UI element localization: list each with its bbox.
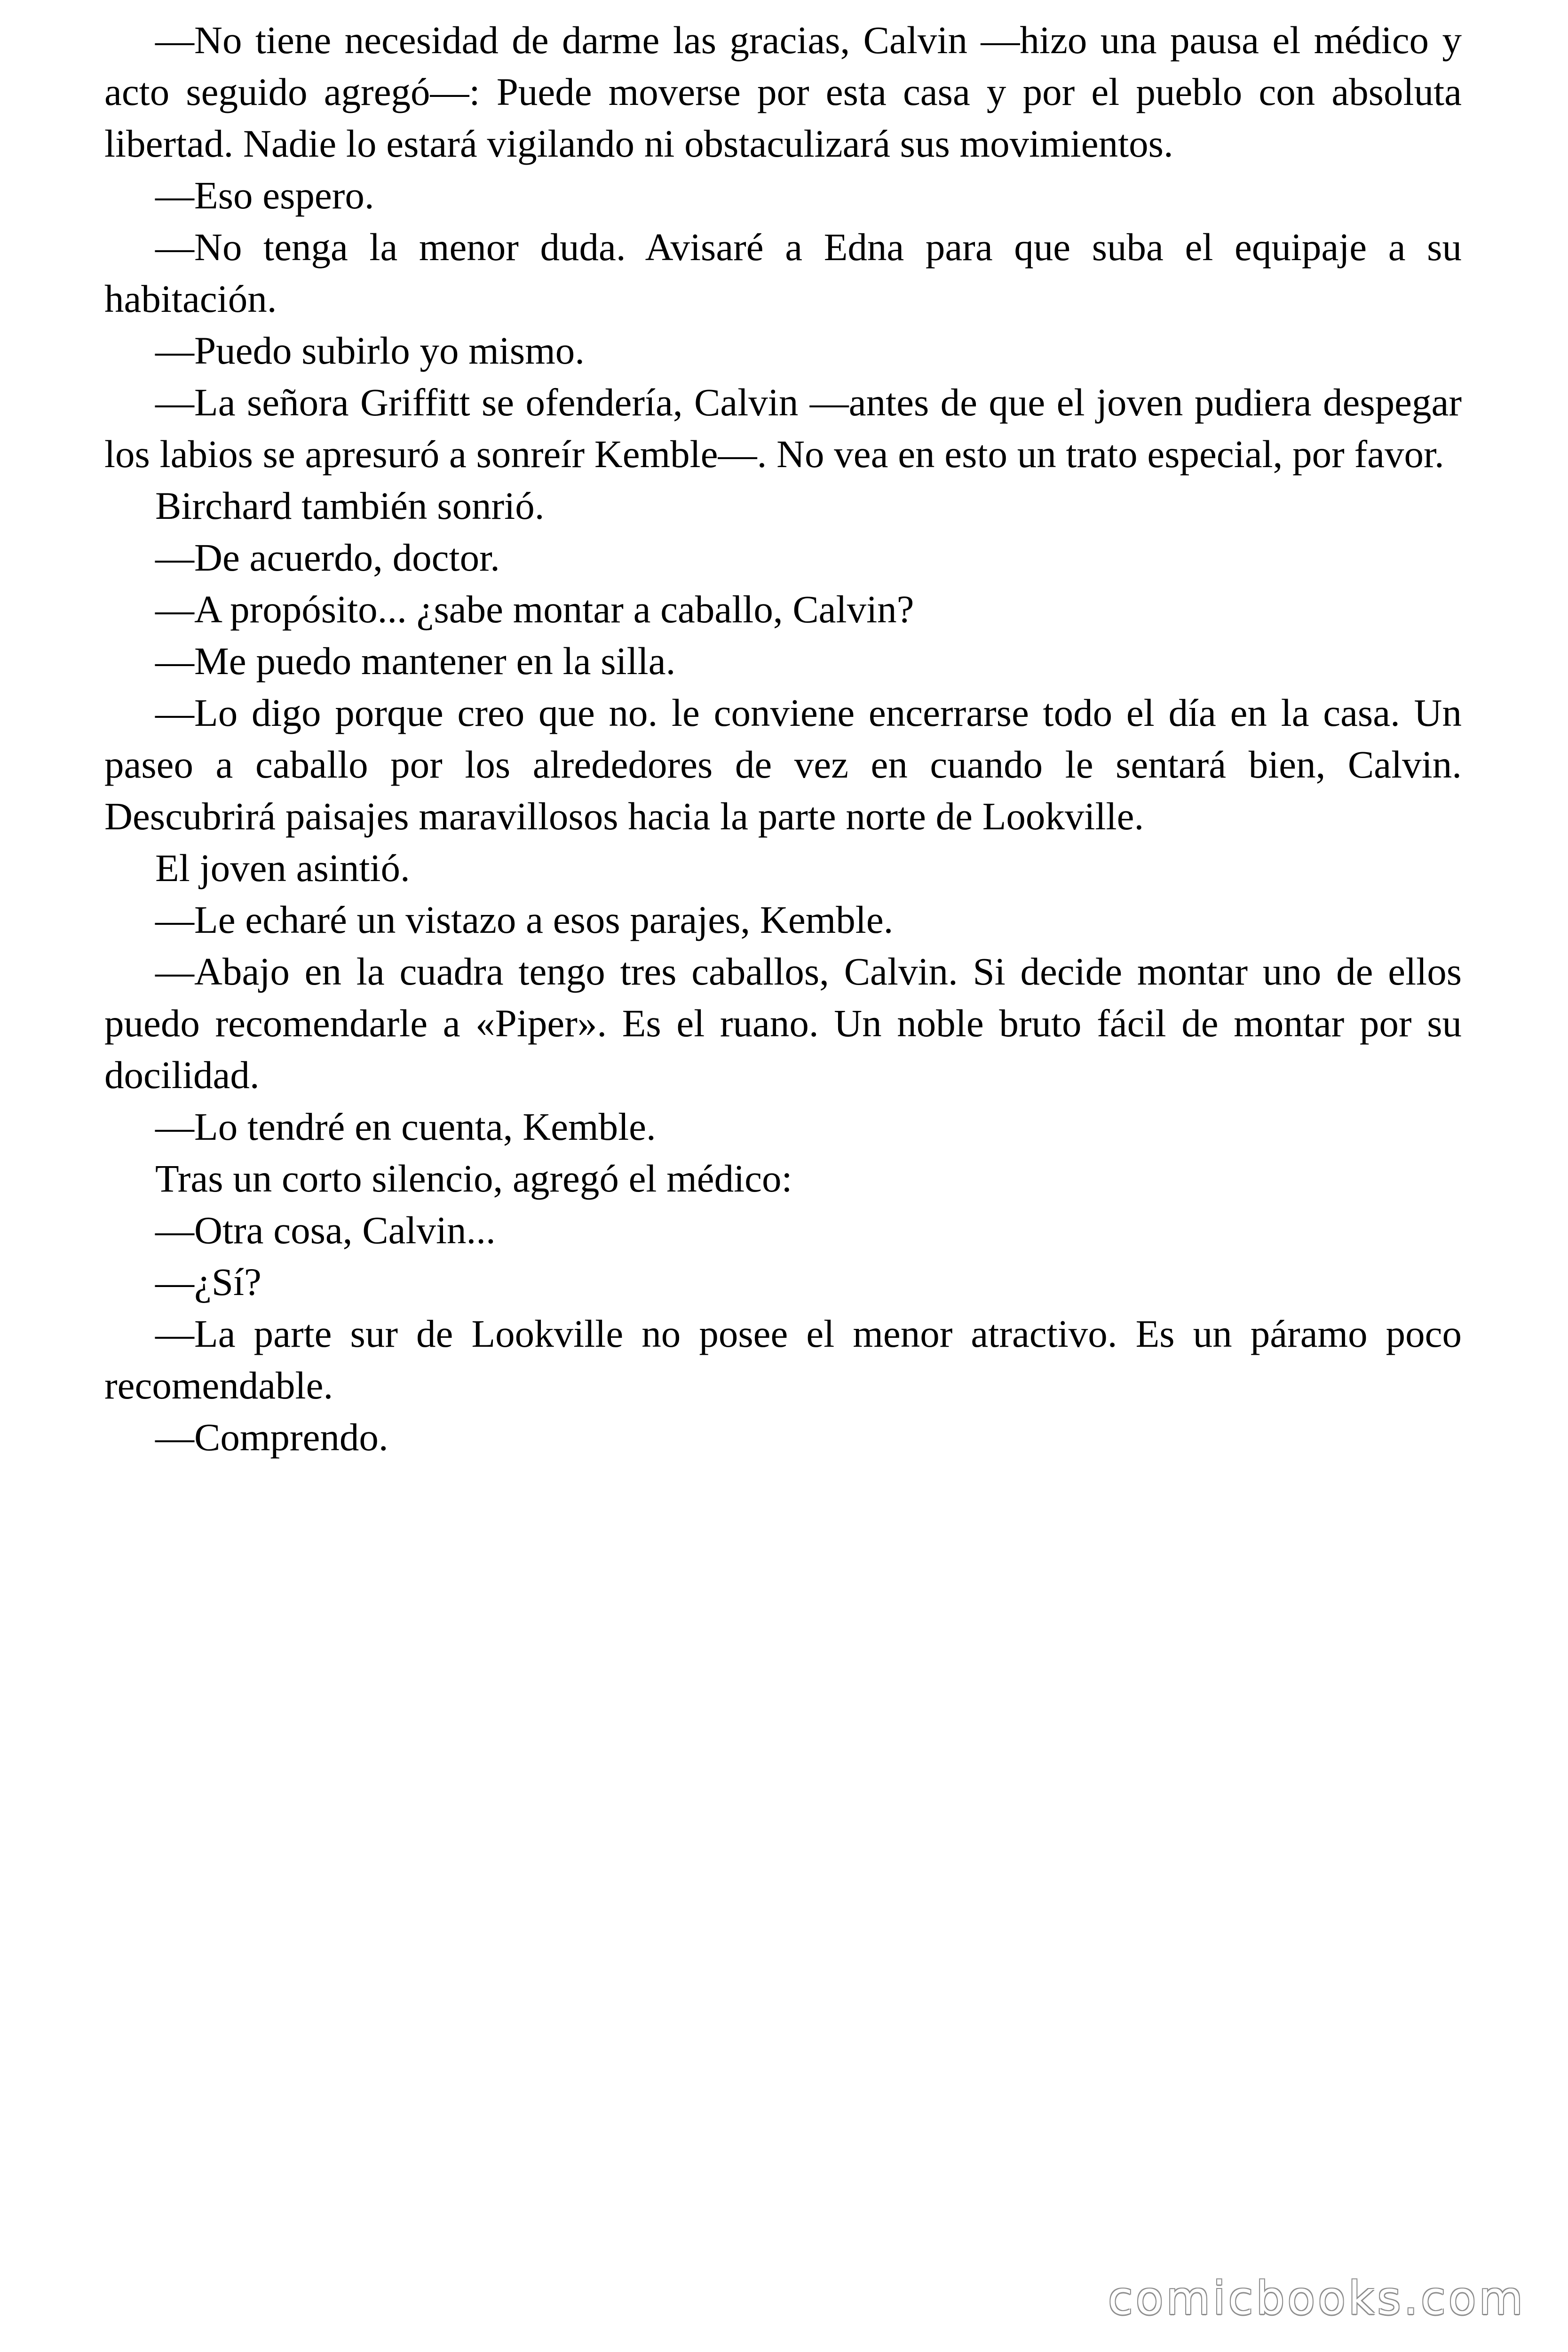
paragraph: Tras un corto silencio, agregó el médico: bbox=[155, 1157, 792, 1200]
paragraph: —Eso espero. bbox=[155, 174, 374, 217]
paragraph: —Puedo subirlo yo mismo. bbox=[155, 329, 585, 372]
paragraph: —No tiene necesidad de darme las gracias, Calvin —hizo una pausa el médico y acto seguido agregó—: Puede moverse por esta casa y por el pueblo con absoluta libertad. Nadie lo estará vigilando ni obstaculizará sus movimientos. bbox=[104, 18, 1462, 165]
paragraph: —Comprendo. bbox=[155, 1415, 388, 1459]
paragraph: —De acuerdo, doctor. bbox=[155, 536, 500, 579]
paragraph: —Le echaré un vistazo a esos parajes, Kemble. bbox=[155, 898, 894, 941]
paragraph: —Me puedo mantener en la silla. bbox=[155, 639, 676, 683]
paragraph: —Otra cosa, Calvin... bbox=[155, 1208, 496, 1252]
paragraph: —La parte sur de Lookville no posee el menor atractivo. Es un páramo poco recomendable. bbox=[104, 1312, 1462, 1407]
paragraph: —La señora Griffitt se ofendería, Calvin —antes de que el joven pudiera despegar los labios se apresuró a sonreír Kemble—. No vea en esto un trato especial, por favor. bbox=[104, 381, 1462, 476]
paragraph: —No tenga la menor duda. Avisaré a Edna para que suba el equipaje a su habitación. bbox=[104, 225, 1462, 320]
paragraph: —Lo digo porque creo que no. le conviene encerrarse todo el día en la casa. Un paseo a caballo por los alrededores de vez en cuando le sentará bien, Calvin. Descubrirá paisajes maravillosos hacia la parte norte de Lookville. bbox=[104, 691, 1462, 838]
paragraph: Birchard también sonrió. bbox=[155, 484, 545, 527]
paragraph: El joven asintió. bbox=[155, 846, 410, 890]
paragraph: —A propósito... ¿sabe montar a caballo, Calvin? bbox=[155, 588, 914, 631]
paragraph: —¿Sí? bbox=[155, 1260, 261, 1303]
paragraph: —Lo tendré en cuenta, Kemble. bbox=[155, 1105, 656, 1148]
page-body-text bbox=[104, 14, 1462, 1463]
watermark-logo: comicbooks.com bbox=[1108, 2272, 1526, 2325]
paragraph: —Abajo en la cuadra tengo tres caballos, Calvin. Si decide montar uno de ellos puedo recomendarle a «Piper». Es el ruano. Un noble bruto fácil de montar por su docilidad. bbox=[104, 950, 1462, 1097]
